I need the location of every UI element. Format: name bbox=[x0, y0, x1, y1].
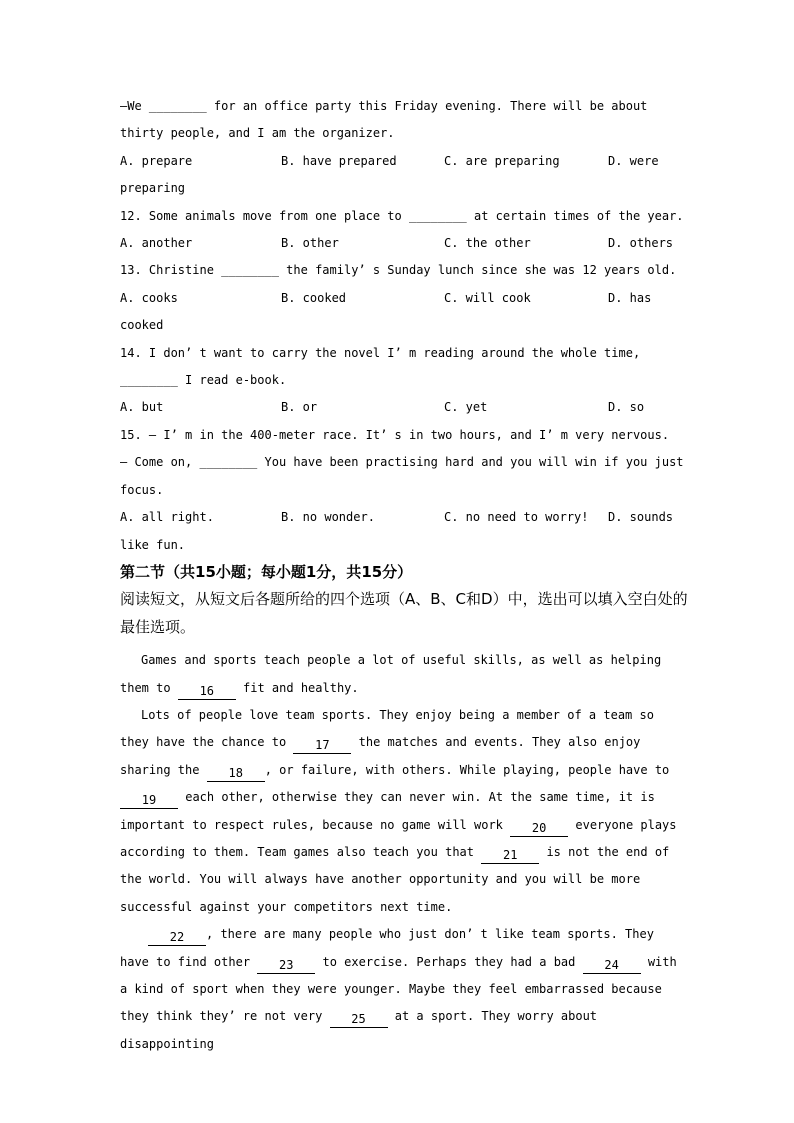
question-options-row bbox=[120, 148, 690, 203]
question-stem-line: — Come on, ________ You have been practising hard and you will win if you just focus. bbox=[120, 455, 684, 497]
option: D. were preparing bbox=[120, 153, 659, 196]
passage-text: with a kind of sport when they were younger. Maybe they feel embarrassed because they think they’ re not very bbox=[120, 954, 677, 1024]
option: A. prepare bbox=[120, 153, 193, 168]
passage-text: at a sport. They worry about disappointing bbox=[120, 1009, 598, 1051]
cloze-blank: 20 bbox=[510, 820, 568, 837]
passage-paragraph bbox=[120, 702, 690, 921]
passage-text: , or failure, with others. While playing, people have to bbox=[264, 762, 670, 777]
question bbox=[120, 340, 690, 422]
option: D. has cooked bbox=[120, 290, 652, 333]
cloze-blank: 16 bbox=[178, 683, 236, 700]
question bbox=[120, 203, 690, 258]
passage-text: Games and sports teach people a lot of useful skills, as well as helping them to bbox=[120, 653, 662, 695]
option: C. the other bbox=[444, 236, 531, 251]
option: C. yet bbox=[444, 400, 488, 415]
passage-text: fit and healthy. bbox=[235, 680, 359, 695]
option: C. no need to worry! bbox=[444, 510, 589, 525]
cloze-passage bbox=[120, 647, 690, 1058]
passage-text: , there are many people who just don’ t like team sports. They have to find other bbox=[120, 927, 654, 969]
passage-text: is not the end of the world. You will always have another opportunity and you will be more successful against your competitors next time. bbox=[120, 844, 670, 914]
passage-text: the matches and events. They also enjoy sharing the bbox=[120, 735, 641, 777]
question-options-row bbox=[120, 285, 690, 340]
cloze-blank: 19 bbox=[120, 792, 178, 809]
option: B. other bbox=[281, 236, 339, 251]
question-options-row bbox=[120, 394, 690, 421]
question-options-row bbox=[120, 504, 690, 559]
passage-paragraph bbox=[120, 647, 690, 702]
question-options-row bbox=[120, 230, 690, 257]
question bbox=[120, 93, 690, 203]
passage-text: everyone plays according to them. Team games also teach you that bbox=[120, 817, 677, 859]
cloze-blank: 21 bbox=[481, 847, 539, 864]
cloze-blank: 18 bbox=[207, 765, 265, 782]
option: C. will cook bbox=[444, 290, 531, 305]
question-stem-line: —We ________ for an office party this Friday evening. There will be about thirty people, and I am the organizer. bbox=[120, 99, 648, 141]
passage-text: to exercise. Perhaps they had a bad bbox=[315, 954, 583, 969]
question-stem-line: 14. I don’ t want to carry the novel I’ m reading around the whole time, ________ I read e-book. bbox=[120, 345, 641, 388]
option: C. are preparing bbox=[444, 153, 560, 168]
option: B. no wonder. bbox=[281, 510, 375, 525]
passage-text: Lots of people love team sports. They enjoy being a member of a team so they have the chance to bbox=[120, 707, 654, 750]
section-heading: 第二节（共15小题；每小题1分，共15分） bbox=[120, 562, 413, 581]
option: B. or bbox=[281, 400, 318, 415]
question-stem-line: 13. Christine ________ the family’ s Sunday lunch since she was 12 years old. bbox=[120, 263, 677, 278]
question bbox=[120, 422, 690, 559]
cloze-blank: 23 bbox=[257, 957, 315, 974]
passage-paragraph bbox=[120, 921, 690, 1058]
questions bbox=[120, 93, 690, 559]
option: D. sounds like fun. bbox=[120, 510, 674, 552]
question bbox=[120, 257, 690, 339]
cloze-blank: 22 bbox=[148, 929, 206, 946]
option: B. cooked bbox=[281, 290, 347, 305]
option: A. all right. bbox=[120, 510, 214, 525]
option: B. have prepared bbox=[281, 153, 397, 168]
passage-text: each other, otherwise they can never win. At the same time, it is important to respect rules, because no game will work bbox=[120, 790, 655, 832]
option: A. another bbox=[120, 236, 193, 251]
option: D. so bbox=[608, 400, 645, 415]
option: A. but bbox=[120, 400, 164, 415]
option: A. cooks bbox=[120, 290, 178, 305]
section-instructions: 阅读短文，从短文后各题所给的四个选项（A、B、C和D）中，选出可以填入空白处的最佳选项。 bbox=[120, 590, 688, 636]
cloze-blank: 24 bbox=[583, 957, 641, 974]
question-stem-line: 15. — I’ m in the 400-meter race. It’ s in two hours, and I’ m very nervous. bbox=[120, 427, 670, 442]
cloze-blank: 25 bbox=[330, 1011, 388, 1028]
option: D. others bbox=[608, 236, 674, 251]
question-stem-line: 12. Some animals move from one place to ________ at certain times of the year. bbox=[120, 208, 684, 223]
cloze-blank: 17 bbox=[293, 737, 351, 754]
